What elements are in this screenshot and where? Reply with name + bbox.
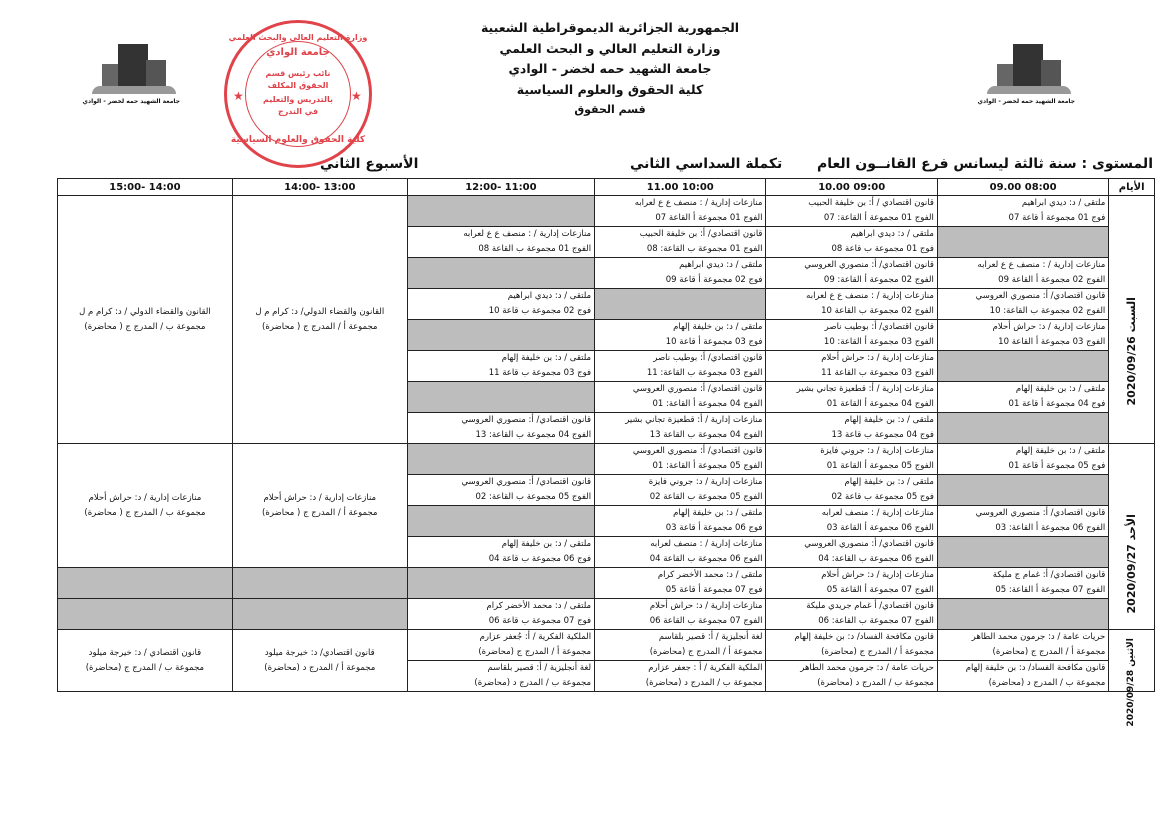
- lecture-cell: القانون والقضاء الدولي / د: كرام م ل مجموعة ب / المدرج ج ( محاضرة): [58, 196, 233, 444]
- slot2-header: 09:00 10.00: [766, 179, 937, 196]
- stamp-text: وزارة التعليم العالي والبحث العلمي: [228, 33, 368, 42]
- session-cell: قانون اقتصادي / أ: بن خليفة الحبيب الفوج 01 مجموعة أ القاعة: 07: [766, 196, 937, 227]
- level-info: المستوى : سنة ثالثة ليسانس فرع القانــون العام: [816, 156, 1153, 172]
- table-row: [58, 599, 1155, 630]
- session-cell: قانون اقتصادي/ أ: منصوري العروسي الفوج 06 مجموعة أ القاعة: 03: [937, 506, 1108, 537]
- slot4-header: 11:00 -12:00: [407, 179, 594, 196]
- lecture-cell: قانون اقتصادي/ د: خيرجة ميلود مجموعة أ / المدرج د (محاضرة): [232, 630, 407, 692]
- slot6-header: 14:00 -15:00: [58, 179, 233, 196]
- day-sunday: الأحد 2020/09/27: [1109, 444, 1155, 630]
- lecture-cell: لغة أنجليزية / أ: قصير بلقاسم مجموعة ب / المدرج د (محاضرة): [407, 661, 594, 692]
- document-header: [0, 0, 1165, 178]
- lecture-cell: قانون اقتصادي / د: خيرجة ميلود مجموعة ب / المدرج ج (محاضرة): [58, 630, 233, 692]
- lecture-cell: الملكية الفكرية / أ : جعفر عزارم مجموعة ب / المدرج د (محاضرة): [595, 661, 766, 692]
- session-cell: ملتقى / د: ديدي ابراهيم فوج 02 مجموعة أ قاعة 09: [595, 258, 766, 289]
- session-cell: ملتقى / د: بن خليفة إلهام فوج 04 مجموعة أ قاعة 01: [937, 382, 1108, 413]
- session-cell: ملتقى / د: بن خليفة إلهام فوج 05 مجموعة أ قاعة 01: [937, 444, 1108, 475]
- slot3-header: 10:00 11.00: [595, 179, 766, 196]
- session-cell: منازعات إدارية / : منصف لعرابه الفوج 06 مجموعة ب القاعة 04: [595, 537, 766, 568]
- logo-caption: جامعة الشهيد حمه لخضر - الوادي: [82, 98, 180, 105]
- session-cell: منازعات إدارية / أ: قطعيزة تجاني بشير الفوج 04 مجموعة ب القاعة 13: [595, 413, 766, 444]
- lecture-cell: منازعات إدارية / د: حراش أحلام مجموعة ب / المدرج ج ( محاضرة): [58, 444, 233, 568]
- session-cell: ملتقى / د: بن خليفة إلهام فوج 05 مجموعة ب قاعة 02: [766, 475, 937, 506]
- table-row: [58, 568, 1155, 599]
- session-cell: ملتقى / د: ديدي ابراهيم فوج 01 مجموعة أ قاعة 07: [937, 196, 1108, 227]
- session-cell: قانون اقتصادي/ أ: بوطيب ناصر الفوج 03 مجموعة ب القاعة: 11: [595, 351, 766, 382]
- session-cell: قانون اقتصادي/ أ غمام جريدي مليكة الفوج 07 مجموعة ب القاعة: 06: [766, 599, 937, 630]
- session-cell: قانون اقتصادي/ أ: منصوري العروسي الفوج 05 مجموعة ب القاعة: 02: [407, 475, 594, 506]
- faculty-name: كلية الحقوق والعلوم السياسية: [516, 81, 704, 97]
- country-name: الجمهورية الجزائرية الديموقراطية الشعبية: [480, 20, 740, 35]
- session-cell: ملتقى / د: بن خليفة إلهام فوج 04 مجموعة ب قاعة 13: [766, 413, 937, 444]
- empty-cell: [937, 475, 1108, 506]
- session-cell: قانون اقتصادي/ أ: منصوري العروسي الفوج 02 مجموعة ب القاعة: 10: [937, 289, 1108, 320]
- empty-cell: [407, 258, 594, 289]
- empty-cell: [407, 196, 594, 227]
- department-name: قسم الحقوق: [574, 103, 646, 116]
- star-icon: ★: [233, 89, 244, 103]
- days-header: الأيام: [1109, 179, 1155, 196]
- empty-cell: [407, 320, 594, 351]
- empty-cell: [937, 351, 1108, 382]
- stamp-text: نائب رئيس قسم: [265, 69, 331, 78]
- session-cell: قانون اقتصادي/ أ: بن خليفة الحبيب الفوج 01 مجموعة ب القاعة: 08: [595, 227, 766, 258]
- stamp-text: كلية الحقوق والعلوم السياسية: [230, 135, 366, 145]
- university-logo-right: [977, 40, 1075, 110]
- session-cell: ملتقى / د: بن خليفة إلهام فوج 03 مجموعة ب قاعة 11: [407, 351, 594, 382]
- star-icon: ★: [351, 89, 362, 103]
- session-cell: منازعات إدارية / : منصف لعرابه الفوج 06 مجموعة أ القاعة 03: [766, 506, 937, 537]
- day-saturday: السبت 2020/09/26: [1109, 196, 1155, 444]
- empty-cell: [595, 289, 766, 320]
- slot5-header: 13:00 -14:00: [232, 179, 407, 196]
- empty-cell: [407, 568, 594, 599]
- ministry-name: وزارة التعليم العالي و البحث العلمي: [499, 40, 721, 56]
- lecture-cell: لغة أنجليزية / أ: قصير بلقاسم مجموعة أ / المدرج ج (محاضرة): [595, 630, 766, 661]
- session-cell: قانون اقتصادي/ أ: بوطيب ناصر الفوج 03 مجموعة أ القاعة: 10: [766, 320, 937, 351]
- session-cell: منازعات إدارية / : منصف ع ع لعرابه الفوج 01 مجموعة أ القاعة 07: [595, 196, 766, 227]
- university-name: جامعة الشهيد حمه لخضر - الوادي: [508, 61, 712, 76]
- semester-info: تكملة السداسي الثاني: [630, 156, 783, 172]
- day-monday: الاثنين 2020/09/28: [1109, 630, 1155, 692]
- lecture-cell: حريات عامة / د: جرمون محمد الطاهر مجموعة أ / المدرج ج (محاضرة): [937, 630, 1108, 661]
- session-cell: منازعات إدارية / أ: قطعيزة تجاني بشير الفوج 04 مجموعة أ القاعة 01: [766, 382, 937, 413]
- session-cell: قانون اقتصادي/ أ: غمام ج مليكة الفوج 07 مجموعة أ القاعة: 05: [937, 568, 1108, 599]
- session-cell: ملتقى / د: بن خليفة إلهام فوج 06 مجموعة أ قاعة 03: [595, 506, 766, 537]
- lecture-cell: قانون مكافحة الفساد/ د: بن خليفة إلهام مجموعة أ / المدرج ج (محاضرة): [766, 630, 937, 661]
- session-cell: ملتقى / د: محمد الأخضر كرام فوج 07 مجموعة أ قاعة 05: [595, 568, 766, 599]
- session-cell: قانون اقتصادي/ أ: منصوري العروسي الفوج 06 مجموعة ب القاعة: 04: [766, 537, 937, 568]
- session-cell: قانون اقتصادي/ أ: منصوري العروسي الفوج 04 مجموعة أ القاعة: 01: [595, 382, 766, 413]
- session-cell: منازعات إدارية / د: جروني فايزة الفوج 05 مجموعة أ القاعة 01: [766, 444, 937, 475]
- session-cell: منازعات إدارية / د: حراش أحلام الفوج 03 مجموعة أ القاعة 10: [937, 320, 1108, 351]
- stamp-text: الحقوق المكلف: [267, 81, 329, 90]
- institution-lines: [460, 18, 760, 121]
- session-cell: ملتقى / د: ديدي ابراهيم فوج 02 مجموعة ب قاعة 10: [407, 289, 594, 320]
- empty-cell: [58, 568, 233, 599]
- lecture-cell: قانون مكافحة الفساد/ د: بن خليفة إلهام مجموعة ب / المدرج د (محاضرة): [937, 661, 1108, 692]
- timetable: [57, 178, 1155, 727]
- university-logo-left: [82, 40, 180, 110]
- empty-cell: [58, 599, 233, 630]
- table-row: [58, 630, 1155, 661]
- session-cell: منازعات إدارية / : منصف ع ع لعرابه الفوج 01 مجموعة ب القاعة 08: [407, 227, 594, 258]
- lecture-cell: الملكية الفكرية / أ: جُعفر عزارم مجموعة أ / المدرج ج (محاضرة): [407, 630, 594, 661]
- session-cell: ملتقى / د: محمد الأخضر كرام فوج 07 مجموعة ب قاعة 06: [407, 599, 594, 630]
- session-cell: ملتقى / د: ديدي ابراهيم فوج 01 مجموعة ب قاعة 08: [766, 227, 937, 258]
- table-row: [58, 196, 1155, 227]
- empty-cell: [407, 444, 594, 475]
- empty-cell: [937, 537, 1108, 568]
- empty-cell: [937, 599, 1108, 630]
- session-cell: منازعات إدارية / : منصف ع ع لعرابه الفوج 02 مجموعة ب القاعة 10: [766, 289, 937, 320]
- session-cell: منازعات إدارية / د: حراش أحلام الفوج 07 مجموعة أ القاعة 05: [766, 568, 937, 599]
- header-row: [58, 179, 1155, 196]
- session-cell: ملتقى / د: بن خليفة إلهام فوج 03 مجموعة أ قاعة 10: [595, 320, 766, 351]
- session-cell: منازعات إدارية / د: حراش أحلام الفوج 03 مجموعة ب القاعة 11: [766, 351, 937, 382]
- stamp-text: بالتدريس والتعليم: [263, 95, 333, 104]
- empty-cell: [407, 382, 594, 413]
- empty-cell: [937, 227, 1108, 258]
- stamp-text: في التدرج: [277, 107, 319, 116]
- lecture-cell: حريات عامة / د: جرمون محمد الطاهر مجموعة ب / المدرج د (محاضرة): [766, 661, 937, 692]
- empty-cell: [232, 599, 407, 630]
- table-row: [58, 444, 1155, 475]
- lecture-cell: القانون والقضاء الدولي/ د: كرام م ل مجموعة أ / المدرج ج ( محاضرة): [232, 196, 407, 444]
- empty-cell: [407, 506, 594, 537]
- session-cell: منازعات إدارية / د: جروني فايزة الفوج 05 مجموعة ب القاعة 02: [595, 475, 766, 506]
- official-stamp: [224, 20, 372, 168]
- slot1-header: 08:00 09.00: [937, 179, 1108, 196]
- lecture-cell: منازعات إدارية / د: حراش أحلام مجموعة أ / المدرج ج ( محاضرة): [232, 444, 407, 568]
- session-cell: قانون اقتصادي/ أ: منصوري العروسي الفوج 02 مجموعة أ القاعة: 09: [766, 258, 937, 289]
- session-cell: ملتقى / د: بن خليفة إلهام فوج 06 مجموعة ب قاعة 04: [407, 537, 594, 568]
- session-cell: قانون اقتصادي/ أ: منصوري العروسي الفوج 04 مجموعة ب القاعة: 13: [407, 413, 594, 444]
- empty-cell: [232, 568, 407, 599]
- empty-cell: [937, 413, 1108, 444]
- stamp-text: جامعة الوادي: [266, 47, 330, 58]
- week-info: الأسبوع الثاني: [320, 156, 419, 172]
- session-cell: منازعات إدارية / د: حراش أحلام الفوج 07 مجموعة ب القاعة 06: [595, 599, 766, 630]
- logo-caption: جامعة الشهيد حمه لخضر - الوادي: [977, 98, 1075, 105]
- session-cell: منازعات إدارية / : منصف ع ع لعرابه الفوج 02 مجموعة أ القاعة 09: [937, 258, 1108, 289]
- session-cell: قانون اقتصادي/ أ: منصوري العروسي الفوج 05 مجموعة أ القاعة: 01: [595, 444, 766, 475]
